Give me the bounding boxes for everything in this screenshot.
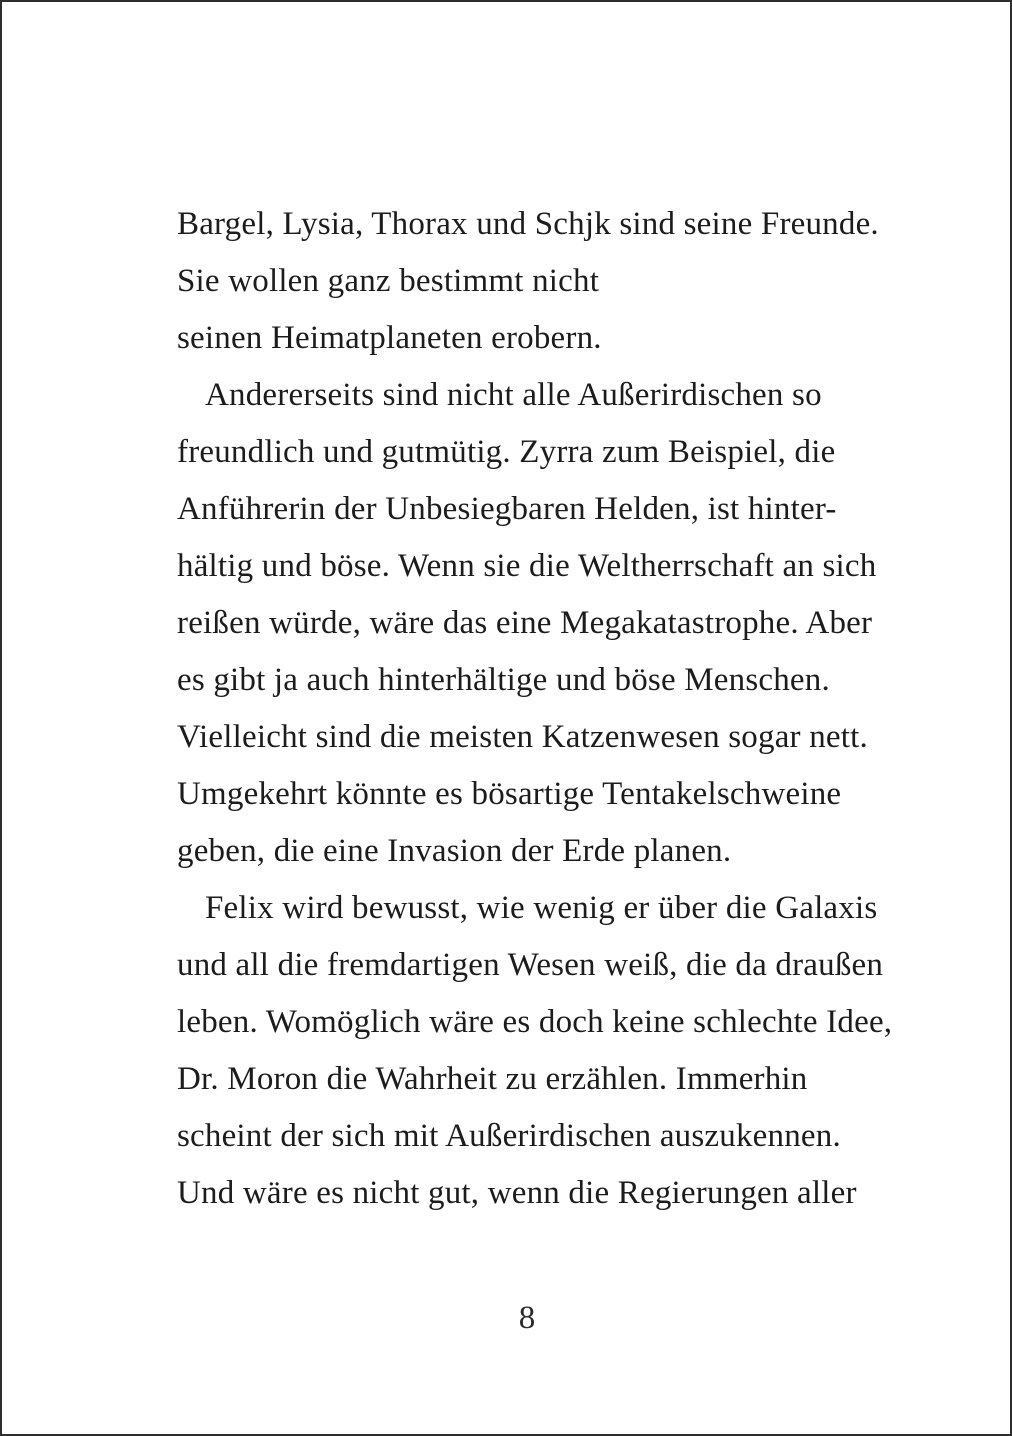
text-line: Andererseits sind nicht alle Außerirdischen so xyxy=(205,377,822,413)
text-line: Felix wird bewusst, wie wenig er über die Galaxis xyxy=(205,890,878,926)
text-line: Sie wollen ganz bestimmt nicht xyxy=(177,263,600,299)
text-line: hältig und böse. Wenn sie die Weltherrschaft an sich xyxy=(177,548,877,584)
text-line: leben. Womöglich wäre es doch keine schlechte Idee, xyxy=(177,1004,893,1040)
text-line: Anführerin der Unbesiegbaren Helden, ist hinter- xyxy=(177,491,837,527)
text-line: Dr. Moron die Wahrheit zu erzählen. Immerhin xyxy=(177,1061,808,1097)
text-line: seinen Heimatplaneten erobern. xyxy=(177,320,602,356)
paragraph xyxy=(177,196,917,367)
text-line: es gibt ja auch hinterhältige und böse Menschen. xyxy=(177,662,830,698)
text-line: Bargel, Lysia, Thorax und Schjk sind seine Freunde. xyxy=(177,206,879,242)
text-line: freundlich und gutmütig. Zyrra zum Beispiel, die xyxy=(177,434,836,470)
text-line: Und wäre es nicht gut, wenn die Regierungen aller xyxy=(177,1175,857,1211)
text-line: scheint der sich mit Außerirdischen auszukennen. xyxy=(177,1118,841,1154)
text-line: reißen würde, wäre das eine Megakatastrophe. Aber xyxy=(177,605,873,641)
paragraph xyxy=(177,367,917,880)
text-line: geben, die eine Invasion der Erde planen. xyxy=(177,833,732,869)
text-line: und all die fremdartigen Wesen weiß, die da draußen xyxy=(177,947,884,983)
page-text xyxy=(177,196,917,1222)
text-line: Vielleicht sind die meisten Katzenwesen sogar nett. xyxy=(177,719,868,755)
page-number: 8 xyxy=(518,1300,536,1336)
text-line: Umgekehrt könnte es bösartige Tentakelschweine xyxy=(177,776,842,812)
paragraph xyxy=(177,880,917,1222)
